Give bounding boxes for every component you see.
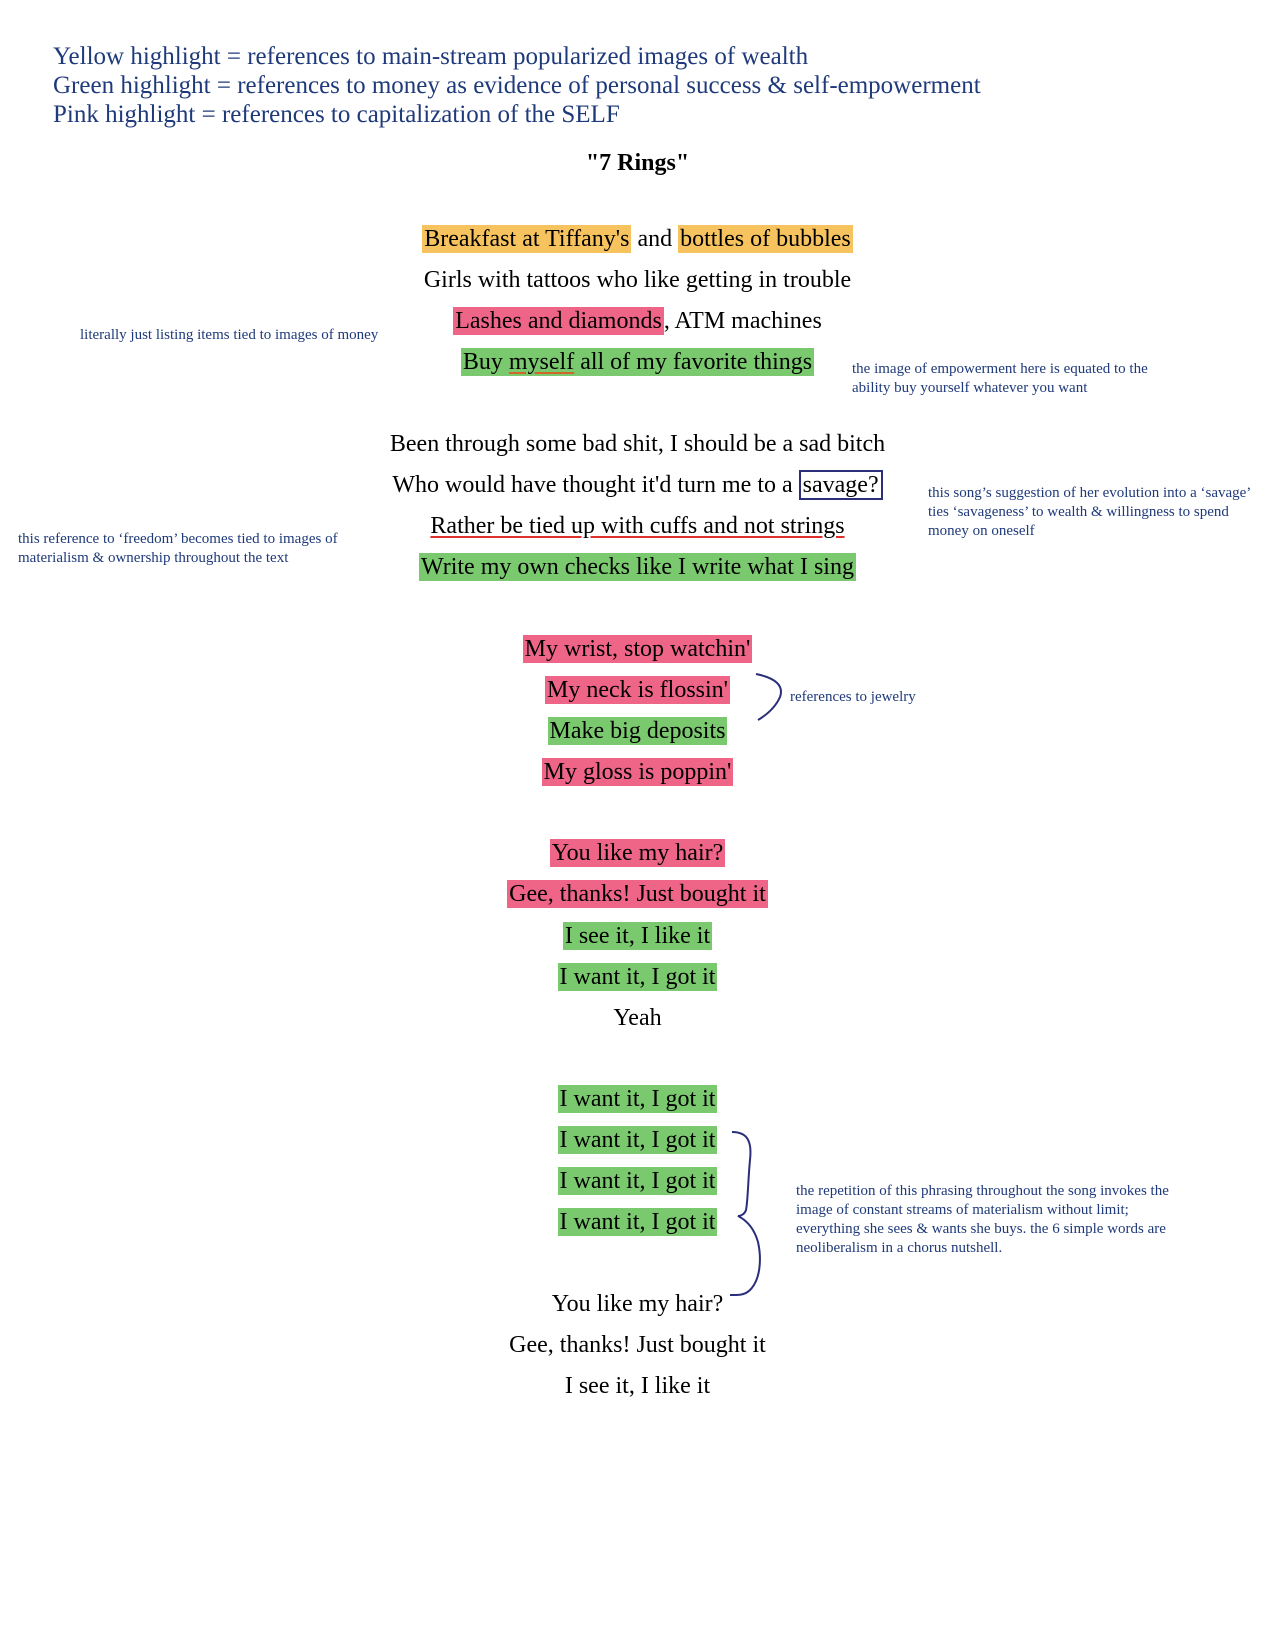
highlight-green: I want it, I got it [559,964,716,990]
lyric-line-14 [0,879,1275,909]
lyric-text: I see it, I like it [564,1373,711,1399]
boxed-word: savage? [799,470,883,500]
highlight-green: I want it, I got it [559,1127,716,1153]
lyric-line-9 [0,634,1275,664]
lyric-line-17 [0,1003,1275,1033]
highlight-green: Make big deposits [549,718,726,744]
lyric-line-22 [0,1289,1275,1319]
lyric-line-10 [0,675,1275,705]
highlight-legend [53,42,981,129]
legend-yellow: Yellow highlight = references to main-stream popularized images of wealth [53,43,809,70]
legend-green: Green highlight = references to money as evidence of personal success & self-empowerment [53,72,981,99]
lyric-text: You like my hair? [551,1291,724,1317]
lyric-text: all of my favorite things [574,349,813,375]
highlight-pink: Lashes and diamonds [455,308,662,334]
highlight-yellow: Breakfast at Tiffany's [424,226,630,252]
note-savage: this song’s suggestion of her evolution into a ‘savage’ ties ‘savageness’ to wealth & willingness to spend money on oneself [928,485,1251,539]
lyric-text: Yeah [613,1005,662,1031]
lyric-line-24 [0,1371,1275,1401]
lyric-line-1 [0,224,1275,254]
lyric-line-11 [0,716,1275,746]
note-freedom: this reference to ‘freedom’ becomes tied to images of materialism & ownership throughout the text [18,531,338,566]
highlight-green: Write my own checks like I write what I sing [421,554,854,580]
lyric-text: Been through some bad shit, I should be a sad bitch [389,431,886,457]
underlined-line: Rather be tied up with cuffs and not strings [430,513,845,539]
highlight-green [461,348,814,376]
lyric-text: Buy [462,349,509,375]
highlight-pink: You like my hair? [551,840,724,866]
note-jewelry: references to jewelry [790,689,916,705]
lyric-line-2 [0,265,1275,295]
lyric-line-12 [0,757,1275,787]
note-repetition: the repetition of this phrasing throughout the song invokes the image of constant streams of materialism without limit; everything she sees & wants she buys. the 6 simple words are neoliberalism in a chorus nutshell. [796,1183,1169,1256]
lyric-text: Who would have thought it'd turn me to a [392,472,799,498]
highlight-green: I want it, I got it [559,1168,716,1194]
jewelry-brace [754,672,784,722]
lyric-line-5 [0,429,1275,459]
highlight-green: I see it, I like it [564,923,711,949]
song-title: "7 Rings" [585,150,690,176]
lyric-line-19 [0,1125,1275,1155]
lyric-text: and [631,226,679,252]
repetition-brace [728,1130,778,1298]
highlight-pink: My neck is flossin' [547,677,728,703]
note-empowerment: the image of empowerment here is equated to the ability buy yourself whatever you want [852,361,1148,396]
lyric-line-15 [0,921,1275,951]
highlight-pink: Gee, thanks! Just bought it [509,881,766,907]
highlight-pink: My wrist, stop watchin' [524,636,751,662]
underlined-word: myself [508,349,575,375]
lyric-line-18 [0,1084,1275,1114]
highlight-yellow: bottles of bubbles [680,226,851,252]
legend-pink: Pink highlight = references to capitalization of the SELF [53,101,620,128]
lyric-line-16 [0,962,1275,992]
note-money-items: literally just listing items tied to images of money [80,327,379,343]
highlight-pink: My gloss is poppin' [543,759,732,785]
highlight-green: I want it, I got it [559,1209,716,1235]
lyric-text: Girls with tattoos who like getting in trouble [423,267,852,293]
lyric-line-13 [0,838,1275,868]
lyric-text: , ATM machines [663,308,822,334]
highlight-green: I want it, I got it [559,1086,716,1112]
lyric-text: Gee, thanks! Just bought it [509,1332,766,1358]
lyric-line-23 [0,1330,1275,1360]
